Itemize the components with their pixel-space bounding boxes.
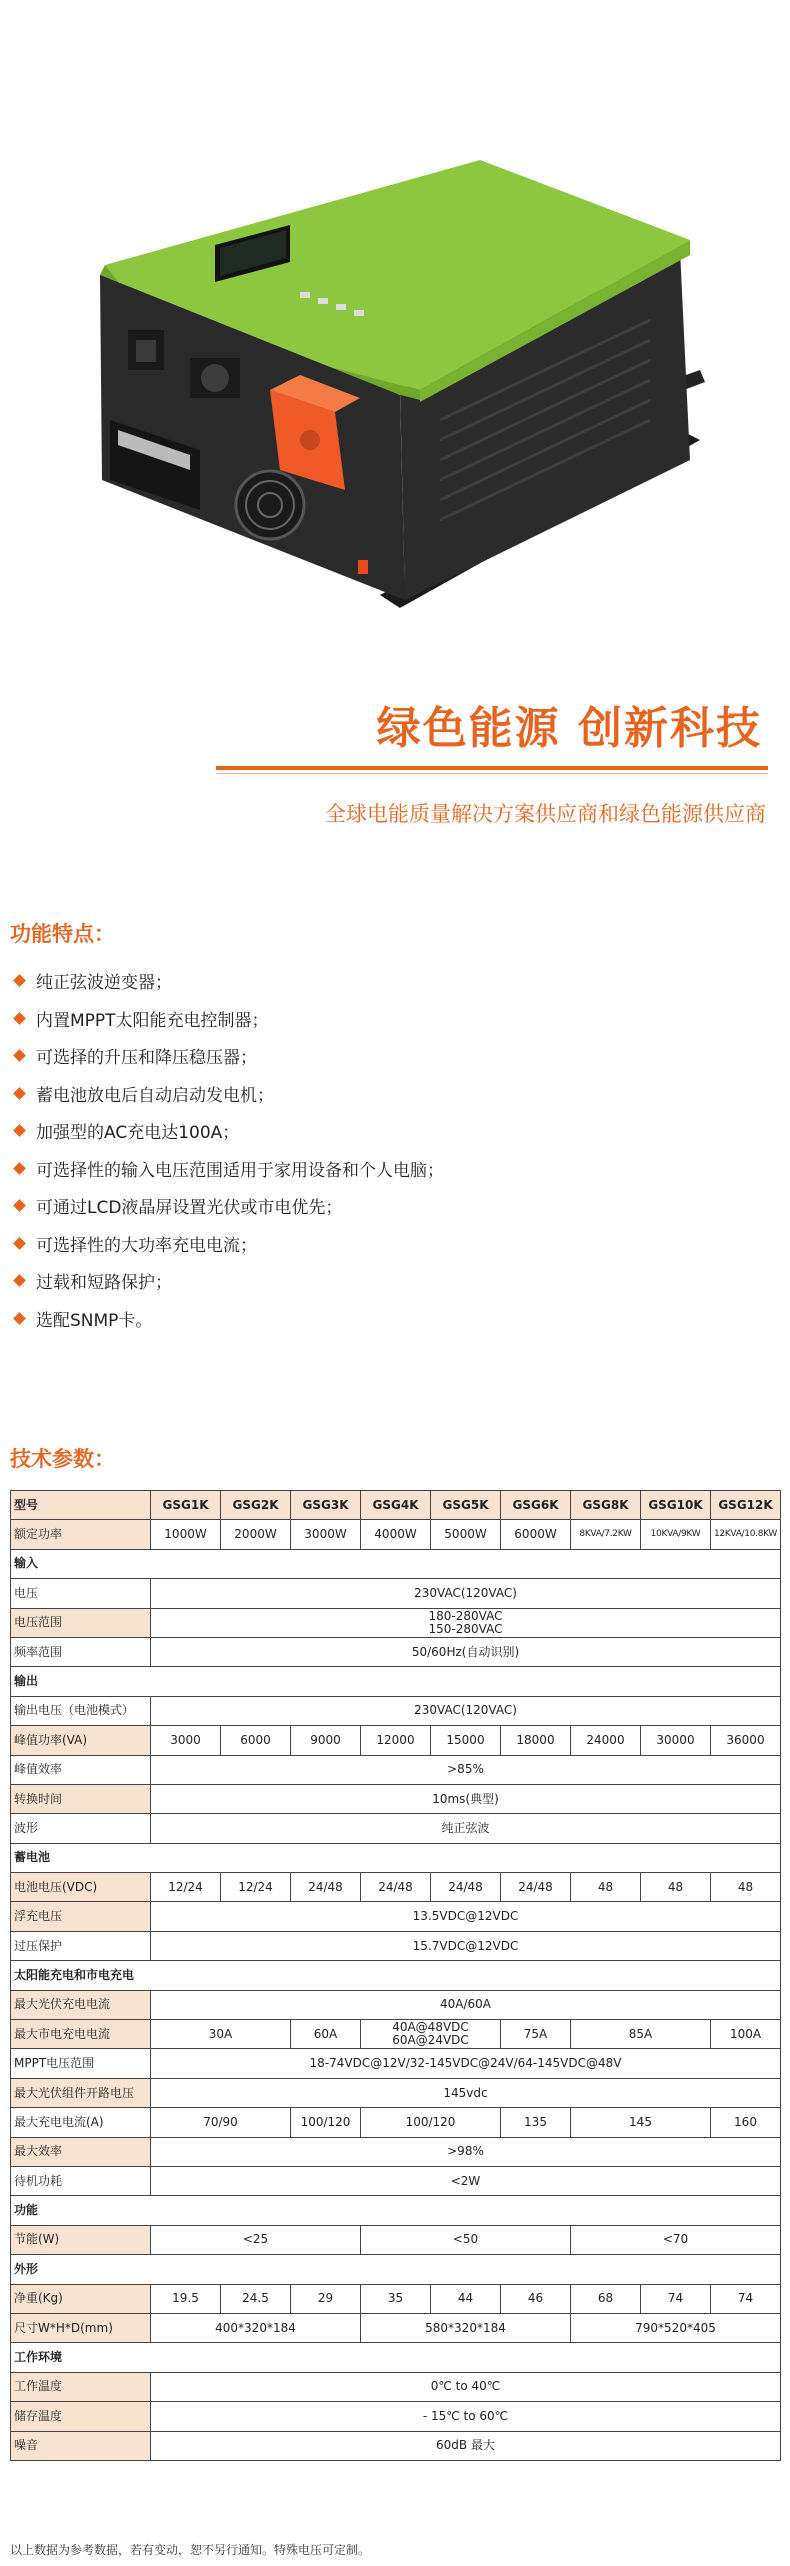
table-cell: 5000W <box>431 1520 501 1549</box>
row-label: 最大光伏充电电流 <box>11 1990 151 2019</box>
table-cell: 18000 <box>501 1726 571 1755</box>
table-cell: 10ms(典型) <box>151 1784 781 1813</box>
slogan-heading: 绿色能源 创新科技 <box>376 703 762 754</box>
row-label: 频率范围 <box>11 1637 151 1666</box>
diamond-bullet-icon <box>13 1162 26 1175</box>
table-cell: 100/120 <box>361 2108 501 2137</box>
table-cell: 85A <box>571 2020 711 2049</box>
row-label: 转换时间 <box>11 1784 151 1813</box>
feature-item: 纯正弦波逆变器； <box>10 962 444 1000</box>
feature-item: 可通过LCD液晶屏设置光伏或市电优先； <box>10 1187 444 1225</box>
table-cell: 19.5 <box>151 2284 221 2313</box>
table-cell: 40A@48VDC 60A@24VDC <box>361 2020 501 2049</box>
table-row <box>11 1755 781 1784</box>
diamond-bullet-icon <box>13 1087 26 1100</box>
section-label: 功能 <box>11 2196 781 2225</box>
diamond-bullet-icon <box>13 1012 26 1025</box>
table-row <box>11 2108 781 2137</box>
model-cell: GSG6K <box>501 1491 571 1520</box>
feature-item: 可选择性的输入电压范围适用于家用设备和个人电脑； <box>10 1150 444 1188</box>
section-row <box>11 1961 781 1990</box>
table-cell: 8KVA/7.2KW <box>571 1520 641 1549</box>
table-cell: 24/48 <box>501 1873 571 1902</box>
table-row <box>11 1931 781 1960</box>
table-cell: 46 <box>501 2284 571 2313</box>
table-cell: <50 <box>361 2225 571 2254</box>
table-cell: 纯正弦波 <box>151 1814 781 1843</box>
section-row <box>11 1549 781 1578</box>
spec-title: 技术参数： <box>10 1447 115 1471</box>
feature-item: 加强型的AC充电达100A； <box>10 1112 444 1150</box>
table-cell: 40A/60A <box>151 1990 781 2019</box>
section-row <box>11 1843 781 1872</box>
feature-item: 可选择的升压和降压稳压器； <box>10 1037 444 1075</box>
table-cell: 18-74VDC@12V/32-145VDC@24V/64-145VDC@48V <box>151 2049 781 2078</box>
section-label: 输入 <box>11 1549 781 1578</box>
table-cell: 145 <box>571 2108 711 2137</box>
table-cell: - 15℃ to 60℃ <box>151 2402 781 2431</box>
table-cell: 100A <box>711 2020 781 2049</box>
table-cell: 24.5 <box>221 2284 291 2313</box>
table-cell: 24/48 <box>291 1873 361 1902</box>
row-label: 波形 <box>11 1814 151 1843</box>
table-cell: 60dB 最大 <box>151 2431 781 2460</box>
row-label: 储存温度 <box>11 2402 151 2431</box>
section-row <box>11 2343 781 2372</box>
table-row <box>11 2137 781 2166</box>
section-label: 太阳能充电和市电充电 <box>11 1961 781 1990</box>
table-cell: 75A <box>501 2020 571 2049</box>
model-cell: GSG1K <box>151 1491 221 1520</box>
slogan-divider-thin <box>216 773 768 774</box>
table-cell: 24000 <box>571 1726 641 1755</box>
row-label: 节能(W) <box>11 2225 151 2254</box>
table-cell: 230VAC(120VAC) <box>151 1579 781 1608</box>
table-row <box>11 2225 781 2254</box>
table-cell: 135 <box>501 2108 571 2137</box>
table-cell: 48 <box>641 1873 711 1902</box>
row-label: 最大市电充电电流 <box>11 2020 151 2049</box>
table-cell: 29 <box>291 2284 361 2313</box>
table-row <box>11 1696 781 1725</box>
model-cell: GSG4K <box>361 1491 431 1520</box>
model-cell: GSG5K <box>431 1491 501 1520</box>
table-cell: 74 <box>711 2284 781 2313</box>
table-cell: 68 <box>571 2284 641 2313</box>
feature-item: 可选择性的大功率充电电流； <box>10 1225 444 1263</box>
section-row <box>11 2255 781 2284</box>
table-cell: 145vdc <box>151 2078 781 2107</box>
table-cell: 400*320*184 <box>151 2313 361 2342</box>
section-row <box>11 2196 781 2225</box>
row-label: 最大充电电流(A) <box>11 2108 151 2137</box>
table-row <box>11 2402 781 2431</box>
row-label: 型号 <box>11 1491 151 1520</box>
table-row <box>11 2372 781 2401</box>
table-row <box>11 1637 781 1666</box>
table-cell: 10KVA/9KW <box>641 1520 711 1549</box>
table-row <box>11 2313 781 2342</box>
product-photo <box>0 0 790 640</box>
table-cell: 30000 <box>641 1726 711 1755</box>
table-row <box>11 1491 781 1520</box>
row-label: 最大效率 <box>11 2137 151 2166</box>
diamond-bullet-icon <box>13 1199 26 1212</box>
row-label: 噪音 <box>11 2431 151 2460</box>
table-cell: <70 <box>571 2225 781 2254</box>
table-cell: 24/48 <box>431 1873 501 1902</box>
table-cell: 15000 <box>431 1726 501 1755</box>
diamond-bullet-icon <box>13 1274 26 1287</box>
section-row <box>11 1667 781 1696</box>
table-row <box>11 1873 781 1902</box>
table-cell: 160 <box>711 2108 781 2137</box>
section-label: 外形 <box>11 2255 781 2284</box>
slogan-subtitle: 全球电能质量解决方案供应商和绿色能源供应商 <box>325 802 766 826</box>
table-cell: 230VAC(120VAC) <box>151 1696 781 1725</box>
table-row <box>11 2049 781 2078</box>
diamond-bullet-icon <box>13 1049 26 1062</box>
row-label: 待机功耗 <box>11 2166 151 2195</box>
diamond-bullet-icon <box>13 1312 26 1325</box>
table-cell: 4000W <box>361 1520 431 1549</box>
table-row <box>11 2284 781 2313</box>
table-row <box>11 1990 781 2019</box>
table-cell: <2W <box>151 2166 781 2195</box>
model-cell: GSG2K <box>221 1491 291 1520</box>
table-cell: 15.7VDC@12VDC <box>151 1931 781 1960</box>
section-label: 输出 <box>11 1667 781 1696</box>
table-row <box>11 1784 781 1813</box>
table-row <box>11 1902 781 1931</box>
features-title: 功能特点： <box>10 922 115 946</box>
table-cell: 13.5VDC@12VDC <box>151 1902 781 1931</box>
table-cell: 35 <box>361 2284 431 2313</box>
feature-item: 内置MPPT太阳能充电控制器； <box>10 1000 444 1038</box>
table-cell: 70/90 <box>151 2108 291 2137</box>
row-label: 浮充电压 <box>11 1902 151 1931</box>
model-cell: GSG12K <box>711 1491 781 1520</box>
feature-item: 选配SNMP卡。 <box>10 1300 444 1338</box>
diamond-bullet-icon <box>13 1124 26 1137</box>
table-cell: 580*320*184 <box>361 2313 571 2342</box>
table-cell: 100/120 <box>291 2108 361 2137</box>
row-label: 额定功率 <box>11 1520 151 1549</box>
table-cell: 36000 <box>711 1726 781 1755</box>
footnote: 以上数据为参考数据，若有变动，恕不另行通知。特殊电压可定制。 <box>10 2543 371 2557</box>
diamond-bullet-icon <box>13 1237 26 1250</box>
table-cell: <25 <box>151 2225 361 2254</box>
table-row <box>11 1726 781 1755</box>
table-row <box>11 2166 781 2195</box>
row-label: 净重(Kg) <box>11 2284 151 2313</box>
table-row <box>11 1579 781 1608</box>
table-cell: 12000 <box>361 1726 431 1755</box>
row-label: MPPT电压范围 <box>11 2049 151 2078</box>
table-row <box>11 2020 781 2049</box>
spec-table <box>10 1490 781 2461</box>
table-cell: 6000 <box>221 1726 291 1755</box>
feature-item: 蓄电池放电后自动启动发电机； <box>10 1075 444 1113</box>
row-label: 工作温度 <box>11 2372 151 2401</box>
row-label: 尺寸W*H*D(mm) <box>11 2313 151 2342</box>
table-cell: 60A <box>291 2020 361 2049</box>
table-cell: 30A <box>151 2020 291 2049</box>
section-label: 蓄电池 <box>11 1843 781 1872</box>
table-cell: 44 <box>431 2284 501 2313</box>
row-label: 峰值功率(VA) <box>11 1726 151 1755</box>
row-label: 峰值效率 <box>11 1755 151 1784</box>
table-cell: 9000 <box>291 1726 361 1755</box>
table-cell: 790*520*405 <box>571 2313 781 2342</box>
table-cell: 50/60Hz(自动识别) <box>151 1637 781 1666</box>
table-cell: 2000W <box>221 1520 291 1549</box>
table-row <box>11 1608 781 1637</box>
table-cell: >85% <box>151 1755 781 1784</box>
table-cell: 74 <box>641 2284 711 2313</box>
table-cell: 12/24 <box>221 1873 291 1902</box>
table-row <box>11 2078 781 2107</box>
table-cell: 48 <box>711 1873 781 1902</box>
table-cell: 48 <box>571 1873 641 1902</box>
table-cell: 0℃ to 40℃ <box>151 2372 781 2401</box>
table-cell: 1000W <box>151 1520 221 1549</box>
table-cell: 3000 <box>151 1726 221 1755</box>
feature-item: 过载和短路保护； <box>10 1262 444 1300</box>
row-label: 最大光伏组件开路电压 <box>11 2078 151 2107</box>
row-label: 过压保护 <box>11 1931 151 1960</box>
row-label: 电池电压(VDC) <box>11 1873 151 1902</box>
table-row <box>11 1814 781 1843</box>
section-label: 工作环境 <box>11 2343 781 2372</box>
table-cell: 180-280VAC 150-280VAC <box>151 1608 781 1637</box>
table-row <box>11 2431 781 2460</box>
table-cell: >98% <box>151 2137 781 2166</box>
table-row <box>11 1520 781 1549</box>
row-label: 输出电压（电池模式） <box>11 1696 151 1725</box>
model-cell: GSG8K <box>571 1491 641 1520</box>
table-cell: 3000W <box>291 1520 361 1549</box>
table-cell: 12KVA/10.8KW <box>711 1520 781 1549</box>
slogan-divider <box>216 766 768 770</box>
row-label: 电压 <box>11 1579 151 1608</box>
diamond-bullet-icon <box>13 974 26 987</box>
features-list <box>10 962 444 1337</box>
table-cell: 24/48 <box>361 1873 431 1902</box>
table-cell: 12/24 <box>151 1873 221 1902</box>
row-label: 电压范围 <box>11 1608 151 1637</box>
model-cell: GSG3K <box>291 1491 361 1520</box>
table-cell: 6000W <box>501 1520 571 1549</box>
model-cell: GSG10K <box>641 1491 711 1520</box>
